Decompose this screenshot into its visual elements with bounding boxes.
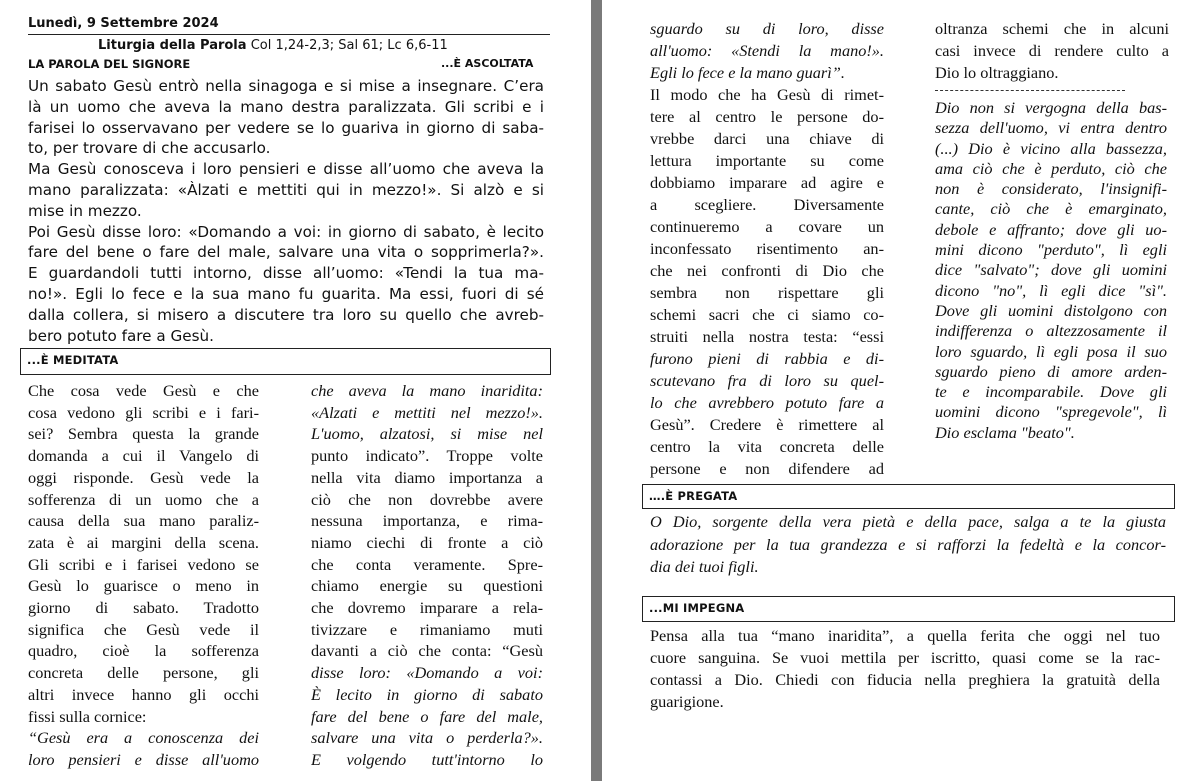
quote-separator [935,90,1125,91]
meditation-line: salvare una vita o perderla?». [311,728,543,748]
meditation-line: sei? Sembra questa la grande [28,424,259,444]
liturgy-line [98,38,448,53]
meditation-line: disse loro: «Domando a voi: [311,663,543,683]
quote-line: sezza dell'uomo, vi entra dentro [935,118,1167,138]
reflection-line: lo che avrebbero potuto fare a [650,393,884,412]
meditation-line: Che cosa vede Gesù e che [28,381,259,400]
reflection-line: Egli lo fece e la mano guarì”. [650,63,845,82]
quote-line: indifferenza o altezzosamente il [935,321,1167,341]
reflection-line: lettura importante su come [650,151,884,170]
gospel-line: Ma Gesù conosceva i loro pensieri e disse all’uomo che aveva la [28,160,544,179]
quote-line: ama ciò che è perduto, ciò che [935,158,1167,178]
quote-line: cante, ciò che è emarginato, [935,199,1167,219]
reflection-line: che nei confronti di Dio che [650,261,884,280]
meditation-line: Gli scribi e i farisei vedono se [28,554,259,574]
meditation-line: significa che Gesù vede il [28,619,259,639]
meditation-line: causa della sua mano paraliz- [28,511,259,531]
prayer-line: O Dio, sorgente della vera pietà e della pace, salga a te la giusta [650,512,1166,531]
commitment-line: Pensa alla tua “mano inaridita”, a quella ferita che oggi nel tuo [650,626,1160,645]
date-heading: Lunedì, 9 Settembre 2024 [28,16,219,31]
prayer-line: dia dei tuoi figli. [650,557,759,576]
meditation-line: loro pensieri e disse all'uomo [28,749,259,769]
meditation-line: zata è ai margini della scena. [28,532,259,552]
impegna-header [642,596,1175,622]
meditation-line: Gesù lo guarisce o meno in [28,576,259,596]
gospel-text [28,76,544,346]
pregata-header [642,484,1175,509]
gospel-line: là un uomo che aveva la mano destra paralizzata. Gli scribi e i [28,97,544,116]
meditation-line: “Gesù era a conoscenza dei [28,728,259,748]
reflection-line: Dio lo oltraggiano. [935,63,1059,82]
reflection-line: scutevano fra di loro su quel- [650,371,884,390]
reflection-line: schemi sacri che ci siamo co- [650,305,884,324]
quote-line: Dio non si vergogna della bas- [935,98,1167,117]
quote-line: Dio esclama "beato". [935,422,1075,442]
reflection-line: dobbiamo imparare ad agire e [650,173,884,192]
meditation-line: concreta delle persone, gli [28,663,259,683]
meditation-line: E volgendo tutt'intorno lo [311,749,543,769]
reflection-line: furono pieni di rabbia e di- [650,349,884,368]
reflection-column-1 [650,18,884,480]
gospel-line: to, per trovare di che accusarlo. [28,139,271,158]
reflection-line: continueremo a covare un [650,217,884,236]
left-page [0,0,591,781]
bonhoeffer-quote [935,98,1167,443]
reflection-line: a scegliere. Diversamente [650,195,884,214]
gospel-line: mano paralizzata: «Àlzati e mettiti qui in mezzo!». Si alzò e si [28,180,544,199]
meditation-column-1 [28,380,259,771]
section-listen-right-label: ...È ASCOLTATA [441,57,534,70]
reflection-line: sembra non rispettare gli [650,283,884,302]
gospel-line: no!». Egli lo fece e la sua mano fu guarita. Ma essi, fuori di sé [28,284,544,303]
gospel-line: dalla collera, si misero a discutere tra loro su quello che avreb- [28,305,544,324]
quote-line: uomini dicono "spregevole", lì [935,402,1167,422]
meditation-line: È lecito in giorno di sabato [311,684,543,704]
meditation-column-2 [311,380,543,771]
pregata-header-label: ….È PREGATA [649,489,738,503]
reflection-line: centro la vita concreta delle [650,437,884,456]
reflection-line: tere al centro le persone do- [650,107,884,126]
impegna-header-label: ...MI IMPEGNA [649,601,745,615]
meditation-line: oggi risponde. Gesù vede la [28,467,259,487]
meditation-line: ciò che non dovrebbe avere [311,489,543,509]
meditation-line: altri invece hanno gli occhi [28,684,259,704]
gospel-line: Poi Gesù disse loro: «Domando a voi: in giorno di sabato, è lecito [28,222,544,241]
gospel-line: mise in mezzo. [28,201,142,220]
quote-line: te e incomparabile. Dove gli [935,382,1167,402]
meditation-line: nella vita diamo importanza a [311,467,543,487]
meditation-line: che aveva la mano inaridita: [311,381,543,400]
meditation-line: niamo ciechi di fronte a ciò [311,532,543,552]
reflection-line: oltranza schemi che in alcuni [935,19,1169,38]
commitment-line: contassi a Dio. Chiedi con fiducia nella preghiera la gratuità della [650,670,1160,689]
meditation-line: L'uomo, alzatosi, si mise nel [311,424,543,444]
quote-line: dicono "no", lì egli dice "sì". [935,280,1167,300]
commitment-text [650,625,1160,713]
gospel-line: Un sabato Gesù entrò nella sinagoga e si mise a insegnare. C’era [28,77,544,95]
meditation-line: che dovremo imparare a rela- [311,598,543,618]
meditation-line: domanda a cui il Vangelo di [28,446,259,466]
quote-line: non è considerato, l'insignifi- [935,179,1167,199]
section-listen-label: LA PAROLA DEL SIGNORE [28,57,191,71]
liturgy-title: Liturgia della Parola [98,38,247,53]
reflection-line: vrebbe darci una chiave di [650,129,884,148]
quote-line: Dove gli uomini distolgono con [935,300,1167,320]
meditation-line: chiamo energie su questioni [311,576,543,596]
reflection-column-2-top [935,18,1169,84]
meditation-line: fissi sulla cornice: [28,706,147,726]
quote-line: mini dicono "perduto", lì egli [935,240,1167,260]
quote-line: loro sguardo, lì egli posa il suo [935,341,1167,361]
commitment-line: cuore sanguina. Se vuoi mettila per iscritto, quasi come se la rac- [650,648,1160,667]
reflection-line: casi invece di rendere culto a [935,41,1169,60]
quote-line: (...) Dio è vicino alla bassezza, [935,138,1167,158]
prayer-text [650,511,1166,579]
date-rule [28,34,550,35]
meditation-line: nessuna importanza, e rima- [311,511,543,531]
reflection-line: Gesù”. Credere è rimettere al [650,415,884,434]
reflection-line: persone e non difendere ad [650,459,884,478]
reflection-line: struiti nella nostra testa: “essi [650,327,884,346]
meditation-line: giorno di sabato. Tradotto [28,598,259,618]
meditation-line: punto indicato”. Troppe volte [311,446,543,466]
quote-line: sguardo pieno di amore arden- [935,361,1167,381]
commitment-line: guarigione. [650,692,724,711]
meditation-line: davanti a ciò che conta: “Gesù [311,641,543,661]
meditation-line: tivizzare e rimaniamo muti [311,619,543,639]
meditation-line: che conta veramente. Spre- [311,554,543,574]
gospel-line: E guardandoli tutti intorno, disse all’uomo: «Tendi la tua ma- [28,264,544,283]
reflection-line: inconfessato risentimento an- [650,239,884,258]
reflection-line: Il modo che ha Gesù di rimet- [650,85,884,104]
meditata-header [20,348,551,375]
quote-line: dice "salvato"; dove gli uomini [935,260,1167,280]
liturgy-refs: Col 1,24-2,3; Sal 61; Lc 6,6-11 [250,38,448,53]
gospel-line: fare del bene o fare del male, salvare una vita o sopprimerla?». [28,243,544,262]
reflection-line: all'uomo: «Stendi la mano!». [650,41,884,60]
quote-line: debole e affranto; dove gli uo- [935,219,1167,239]
meditation-line: fare del bene o fare del male, [311,706,543,726]
reflection-line: sguardo su di loro, disse [650,19,884,38]
meditation-line: sofferenza di un uomo che a [28,489,259,509]
gospel-line: farisei lo osservavano per vedere se lo guariva in giorno di saba- [28,118,544,137]
meditation-line: cosa vedono gli scribi e i fari- [28,402,259,422]
meditation-line: «Alzati e mettiti nel mezzo!». [311,402,543,422]
right-page [602,0,1190,781]
meditation-line: quadro, cioè la sofferenza [28,641,259,661]
meditata-header-label: ...È MEDITATA [27,353,119,367]
gospel-line: bero potuto fare a Gesù. [28,326,214,345]
prayer-line: adorazione per la tua grandezza e si rafforzi la fedeltà e la concor- [650,534,1166,554]
